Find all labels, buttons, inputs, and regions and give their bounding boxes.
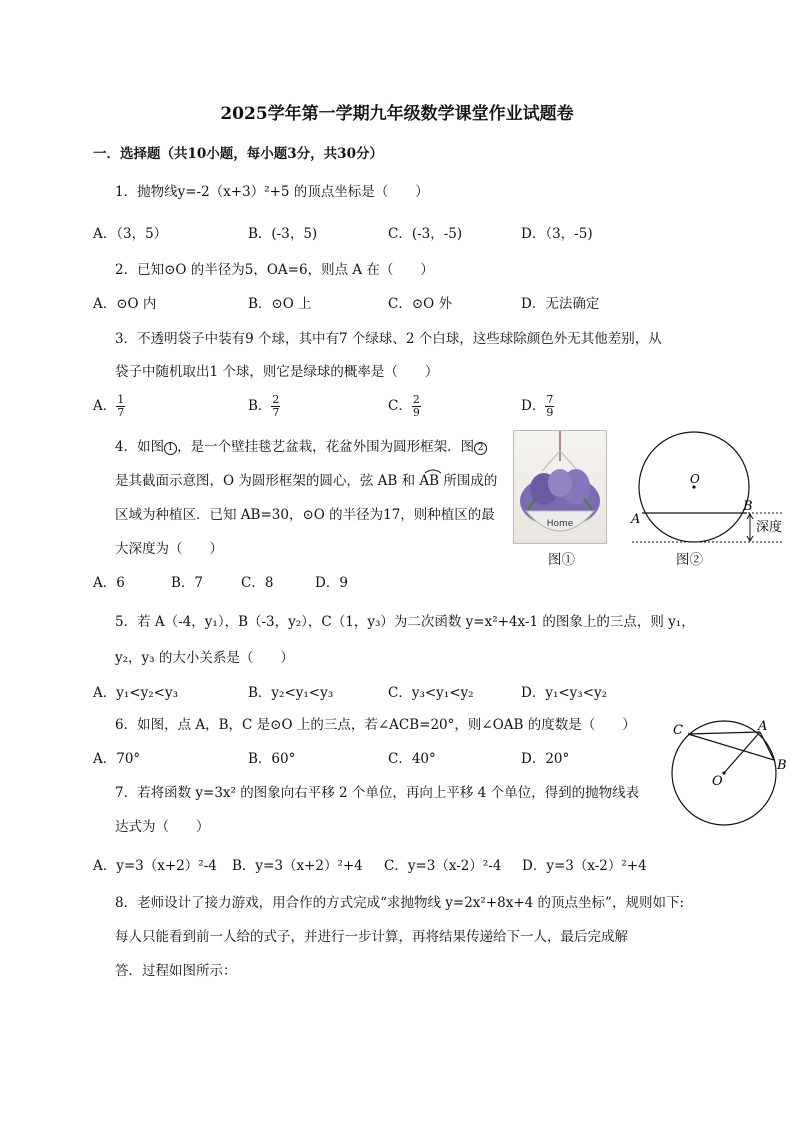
planter-label: Home: [546, 519, 574, 529]
label-b: B: [743, 499, 753, 514]
radius-oa: [724, 732, 760, 773]
q5-option-b: B．y₂<y₁<y₃: [248, 685, 334, 701]
q1-option-c: C．(-3，-5): [388, 226, 463, 242]
q2-stem: 2．已知⊙O 的半径为5，OA=6，则点 A 在（ ）: [115, 262, 434, 278]
arc-symbol: [424, 468, 442, 474]
q1-option-b: B．(-3，5): [248, 226, 318, 242]
label-a: A: [758, 719, 768, 734]
q3-option-b: [248, 394, 280, 419]
figure-1-photo: [513, 430, 607, 544]
fraction: [271, 394, 280, 419]
label-a: A: [631, 512, 641, 527]
chord-cb: [688, 734, 774, 760]
q8-line2: 每人只能看到前一人给的式子，并进行一步计算，再将结果传递给下一人，最后完成解: [115, 929, 628, 945]
q5-option-c: C．y₃<y₁<y₂: [388, 685, 474, 701]
q6-option-a: A．70°: [93, 751, 141, 767]
q5-option-d: D．y₁<y₃<y₂: [521, 685, 608, 701]
q3-option-b-label: B．: [248, 398, 272, 414]
denominator: 9: [546, 406, 554, 419]
fraction: [545, 394, 554, 419]
fraction: [412, 394, 421, 419]
q2-option-c: C．⊙O 外: [388, 296, 452, 312]
figure-2-mark: 2: [474, 442, 487, 455]
q2-option-a: A．⊙O 内: [93, 296, 157, 312]
figure-1-mark: 1: [164, 442, 177, 455]
q3-stem-line2: 袋子中随机取出1 个球，则它是绿球的概率是（ ）: [115, 364, 439, 380]
q4-option-c: C．8: [241, 575, 274, 591]
q3-option-a-label: A．: [93, 398, 117, 414]
q6-stem: 6．如图，点 A，B，C 是⊙O 上的三点，若∠ACB=20°，则∠OAB 的度数是（ ）: [115, 717, 636, 733]
q5-stem-line1: 5．若 A（-4，y₁），B（-3，y₂），C（1，y₃）为二次函数 y=x²+4x-1 的图象上的三点，则 y₁，: [115, 614, 695, 630]
q7-option-b: B．y=3（x+2）²+4: [232, 858, 363, 874]
q8-line3: 答．过程如图所示：: [115, 963, 237, 979]
q4-line1-middle: ，是一个壁挂毯艺盆栽，花盆外围为圆形框架．图: [177, 439, 475, 455]
label-depth: 深度: [756, 520, 783, 535]
q4-line2: 是其截面示意图，O 为圆形框架的圆心，弦 AB 和 AB 所围成的: [115, 473, 498, 489]
q6-circle-diagram: [664, 718, 792, 830]
q7-stem-line2: 达式为（ ）: [115, 819, 210, 835]
q3-stem-line1: 3．不透明袋子中装有9 个球，其中有7 个绿球、2 个白球，这些球除颜色外无其他差别，从: [115, 331, 662, 347]
q6-option-d: D．20°: [521, 751, 570, 767]
label-o: O: [690, 472, 700, 486]
q4-option-a: A．6: [93, 575, 125, 591]
q5-option-a: A．y₁<y₂<y₃: [93, 685, 178, 701]
denominator: 7: [117, 406, 125, 419]
q3-option-a: [93, 394, 125, 419]
q7-option-a: A．y=3（x+2）²-4: [93, 858, 217, 874]
section-heading: 一．选择题（共10小题，每小题3分，共30分）: [93, 146, 383, 162]
denominator: 7: [272, 406, 280, 419]
q1-stem: 1．抛物线y=-2（x+3）²+5 的顶点坐标是（ ）: [115, 184, 429, 200]
q8-line1: 8．老师设计了接力游戏，用合作的方式完成“求抛物线 y=2x²+8x+4 的顶点坐标”，规则如下:: [115, 895, 684, 911]
label-o: O: [712, 774, 723, 789]
q5-stem-line2: y₂，y₃ 的大小关系是（ ）: [115, 650, 294, 666]
q4-line1-start: 4．如图: [115, 439, 165, 455]
numerator: 2: [272, 393, 280, 406]
q3-option-c: [388, 394, 421, 419]
center-point: [722, 771, 725, 774]
q2-option-d: D．无法确定: [521, 296, 600, 312]
q4-line1: [115, 438, 487, 456]
page-title: 2025学年第一学期九年级数学课堂作业试题卷: [220, 104, 574, 124]
numerator: 1: [117, 393, 125, 406]
denominator: 9: [412, 406, 420, 419]
q2-option-b: B．⊙O 上: [248, 296, 312, 312]
numerator: 7: [546, 393, 554, 406]
label-b: B: [777, 758, 787, 773]
figure-1-caption: 图①: [548, 552, 575, 568]
q6-option-c: C．40°: [388, 751, 436, 767]
q4-option-b: B．7: [171, 575, 204, 591]
q1-option-d: D．（3，-5): [521, 226, 593, 242]
q4-option-d: D．9: [315, 575, 348, 591]
q7-stem-line1: 7．若将函数 y=3x² 的图象向右平移 2 个单位，再向上平移 4 个单位，得到的抛物线表: [115, 785, 640, 801]
q7-option-c: C．y=3（x-2）²-4: [384, 858, 502, 874]
numerator: 2: [412, 393, 420, 406]
q6-option-b: B．60°: [248, 751, 296, 767]
q3-option-d: [521, 394, 554, 419]
figure-2-diagram: [622, 430, 794, 550]
figure-2-caption: 图②: [676, 552, 703, 568]
q4-line4: 大深度为（ ）: [115, 541, 223, 557]
fraction: [116, 394, 125, 419]
chord-ca: [688, 732, 760, 734]
q4-line3: 区域为种植区．已知 AB=30，⊙O 的半径为17，则种植区的最: [115, 507, 495, 523]
q7-option-d: D．y=3（x-2）²+4: [522, 858, 647, 874]
label-c: C: [673, 723, 683, 738]
q1-option-a: A．（3，5）: [93, 226, 168, 242]
q3-option-c-label: C．: [388, 398, 412, 414]
q3-option-d-label: D．: [521, 398, 546, 414]
